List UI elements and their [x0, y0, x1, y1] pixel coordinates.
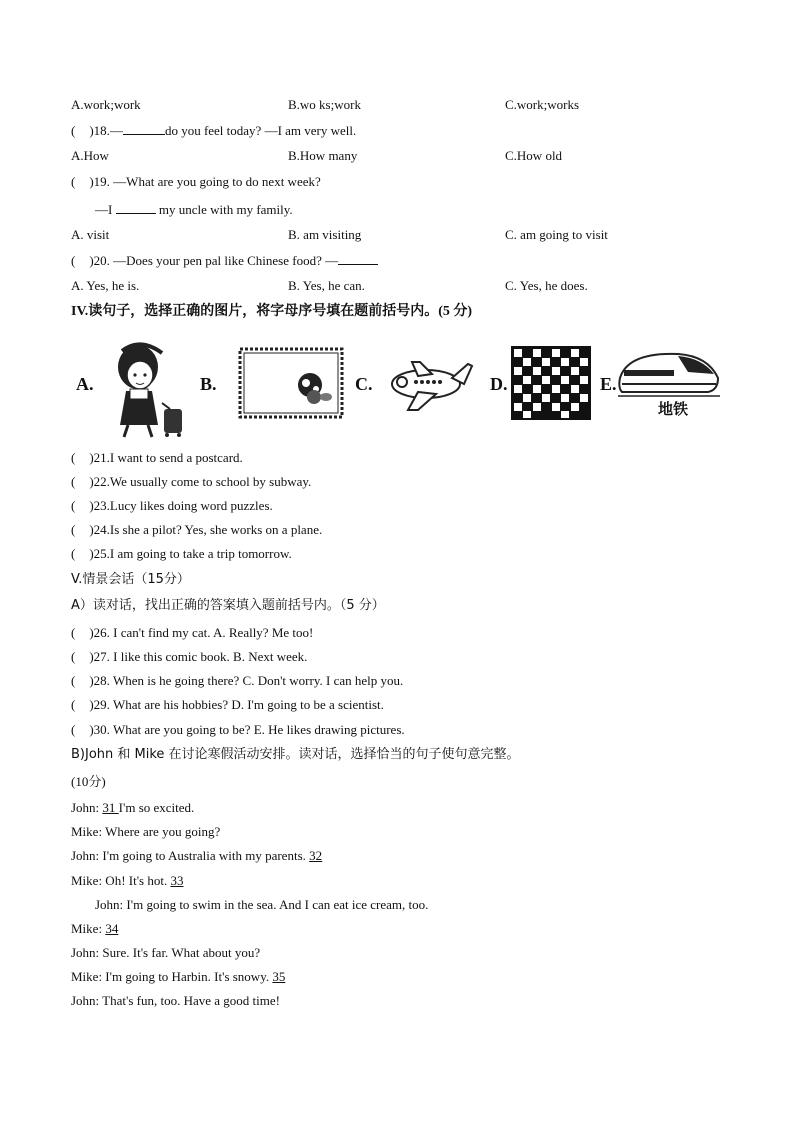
- dialog-line: John: I'm going to Australia with my parents. 32: [71, 848, 323, 863]
- list-item: ( )23.Lucy likes doing word puzzles.: [71, 498, 273, 513]
- list-item: ( )21.I want to send a postcard.: [71, 450, 243, 465]
- answer-blank[interactable]: [116, 201, 156, 214]
- dialog-line: John: That's fun, too. Have a good time!: [71, 993, 280, 1008]
- dialog-line: John: 31 I'm so excited.: [71, 800, 195, 815]
- q19-option-c: C. am going to visit: [505, 227, 608, 242]
- q17-option-b: B.wo ks;work: [288, 97, 361, 112]
- dialog-line: Mike: I'm going to Harbin. It's snowy. 35: [71, 969, 286, 984]
- dialog-line: Mike: 34: [71, 921, 119, 936]
- q19-answer-line: —I my uncle with my family.: [95, 202, 293, 217]
- section-5-part-b-points: (10分): [71, 774, 106, 789]
- picture-label-e: E.: [600, 374, 617, 394]
- list-item: ( )22.We usually come to school by subway.: [71, 474, 312, 489]
- q17-option-c: C.work;works: [505, 97, 580, 112]
- q20-option-c: C. Yes, he does.: [505, 278, 588, 293]
- list-item: ( )25.I am going to take a trip tomorrow.: [71, 546, 292, 561]
- q19-question: ( )19. —What are you going to do next week?: [71, 174, 321, 189]
- dialog-line: Mike: Oh! It's hot. 33: [71, 873, 184, 888]
- q18-option-c: C.How old: [505, 148, 563, 163]
- answer-blank[interactable]: 32: [309, 848, 323, 863]
- list-item: ( )29. What are his hobbies? D. I'm going to be a scientist.: [71, 697, 384, 712]
- section-5-part-a-title: A）读对话，找出正确的答案填入题前括号内。（5 分）: [71, 598, 385, 613]
- dialog-line: Mike: Where are you going?: [71, 824, 221, 839]
- q18-question: ( )18.— do you feel today? —I am very well.: [71, 123, 357, 138]
- postcard-picture: [238, 347, 344, 419]
- list-item: ( )28. When is he going there? C. Don't worry. I can help you.: [71, 673, 404, 688]
- list-item: ( )30. What are you going to be? E. He likes drawing pictures.: [71, 722, 405, 737]
- answer-blank[interactable]: [123, 122, 165, 135]
- answer-blank[interactable]: 35: [272, 969, 286, 984]
- q20-question: ( )20. —Does your pen pal like Chinese food? —: [71, 252, 378, 269]
- q19-option-a: A. visit: [71, 227, 110, 242]
- answer-blank[interactable]: 34: [105, 921, 119, 936]
- list-item: ( )27. I like this comic book. B. Next week.: [71, 649, 308, 664]
- dialog-line: John: Sure. It's far. What about you?: [71, 945, 261, 960]
- picture-label-a: A.: [76, 374, 94, 394]
- q20-option-b: B. Yes, he can.: [288, 278, 365, 293]
- q20-option-a: A. Yes, he is.: [71, 278, 140, 293]
- crossword-puzzle-picture: [511, 346, 591, 420]
- list-item: ( )26. I can't find my cat. A. Really? Me too!: [71, 625, 314, 640]
- picture-label-b: B.: [200, 374, 217, 394]
- section-5-part-b-title: B)John 和 Mike 在讨论寒假活动安排。读对话，选择恰当的句子使句意完整。: [71, 747, 520, 762]
- girl-traveler-picture: [100, 333, 192, 441]
- answer-blank[interactable]: 33: [170, 873, 184, 888]
- picture-label-d: D.: [490, 374, 508, 394]
- airplane-picture: [388, 354, 474, 414]
- q18-option-a: A.How: [71, 148, 109, 163]
- section-4-title: IV.读句子，选择正确的图片，将字母序号填在题前括号内。(5 分): [71, 304, 473, 319]
- q18-option-b: B.How many: [288, 148, 358, 163]
- picture-label-c: C.: [355, 374, 373, 394]
- answer-blank[interactable]: 31: [102, 800, 119, 815]
- list-item: ( )24.Is she a pilot? Yes, she works on a plane.: [71, 522, 323, 537]
- q19-option-b: B. am visiting: [288, 227, 362, 242]
- q17-option-a: A.work;work: [71, 97, 141, 112]
- subway-caption: 地铁: [658, 400, 689, 418]
- dialog-line: John: I'm going to swim in the sea. And I can eat ice cream, too.: [95, 897, 429, 912]
- section-5-title: V.情景会话（15分）: [71, 572, 190, 587]
- subway-train-picture: [618, 348, 720, 400]
- answer-blank[interactable]: [338, 252, 378, 265]
